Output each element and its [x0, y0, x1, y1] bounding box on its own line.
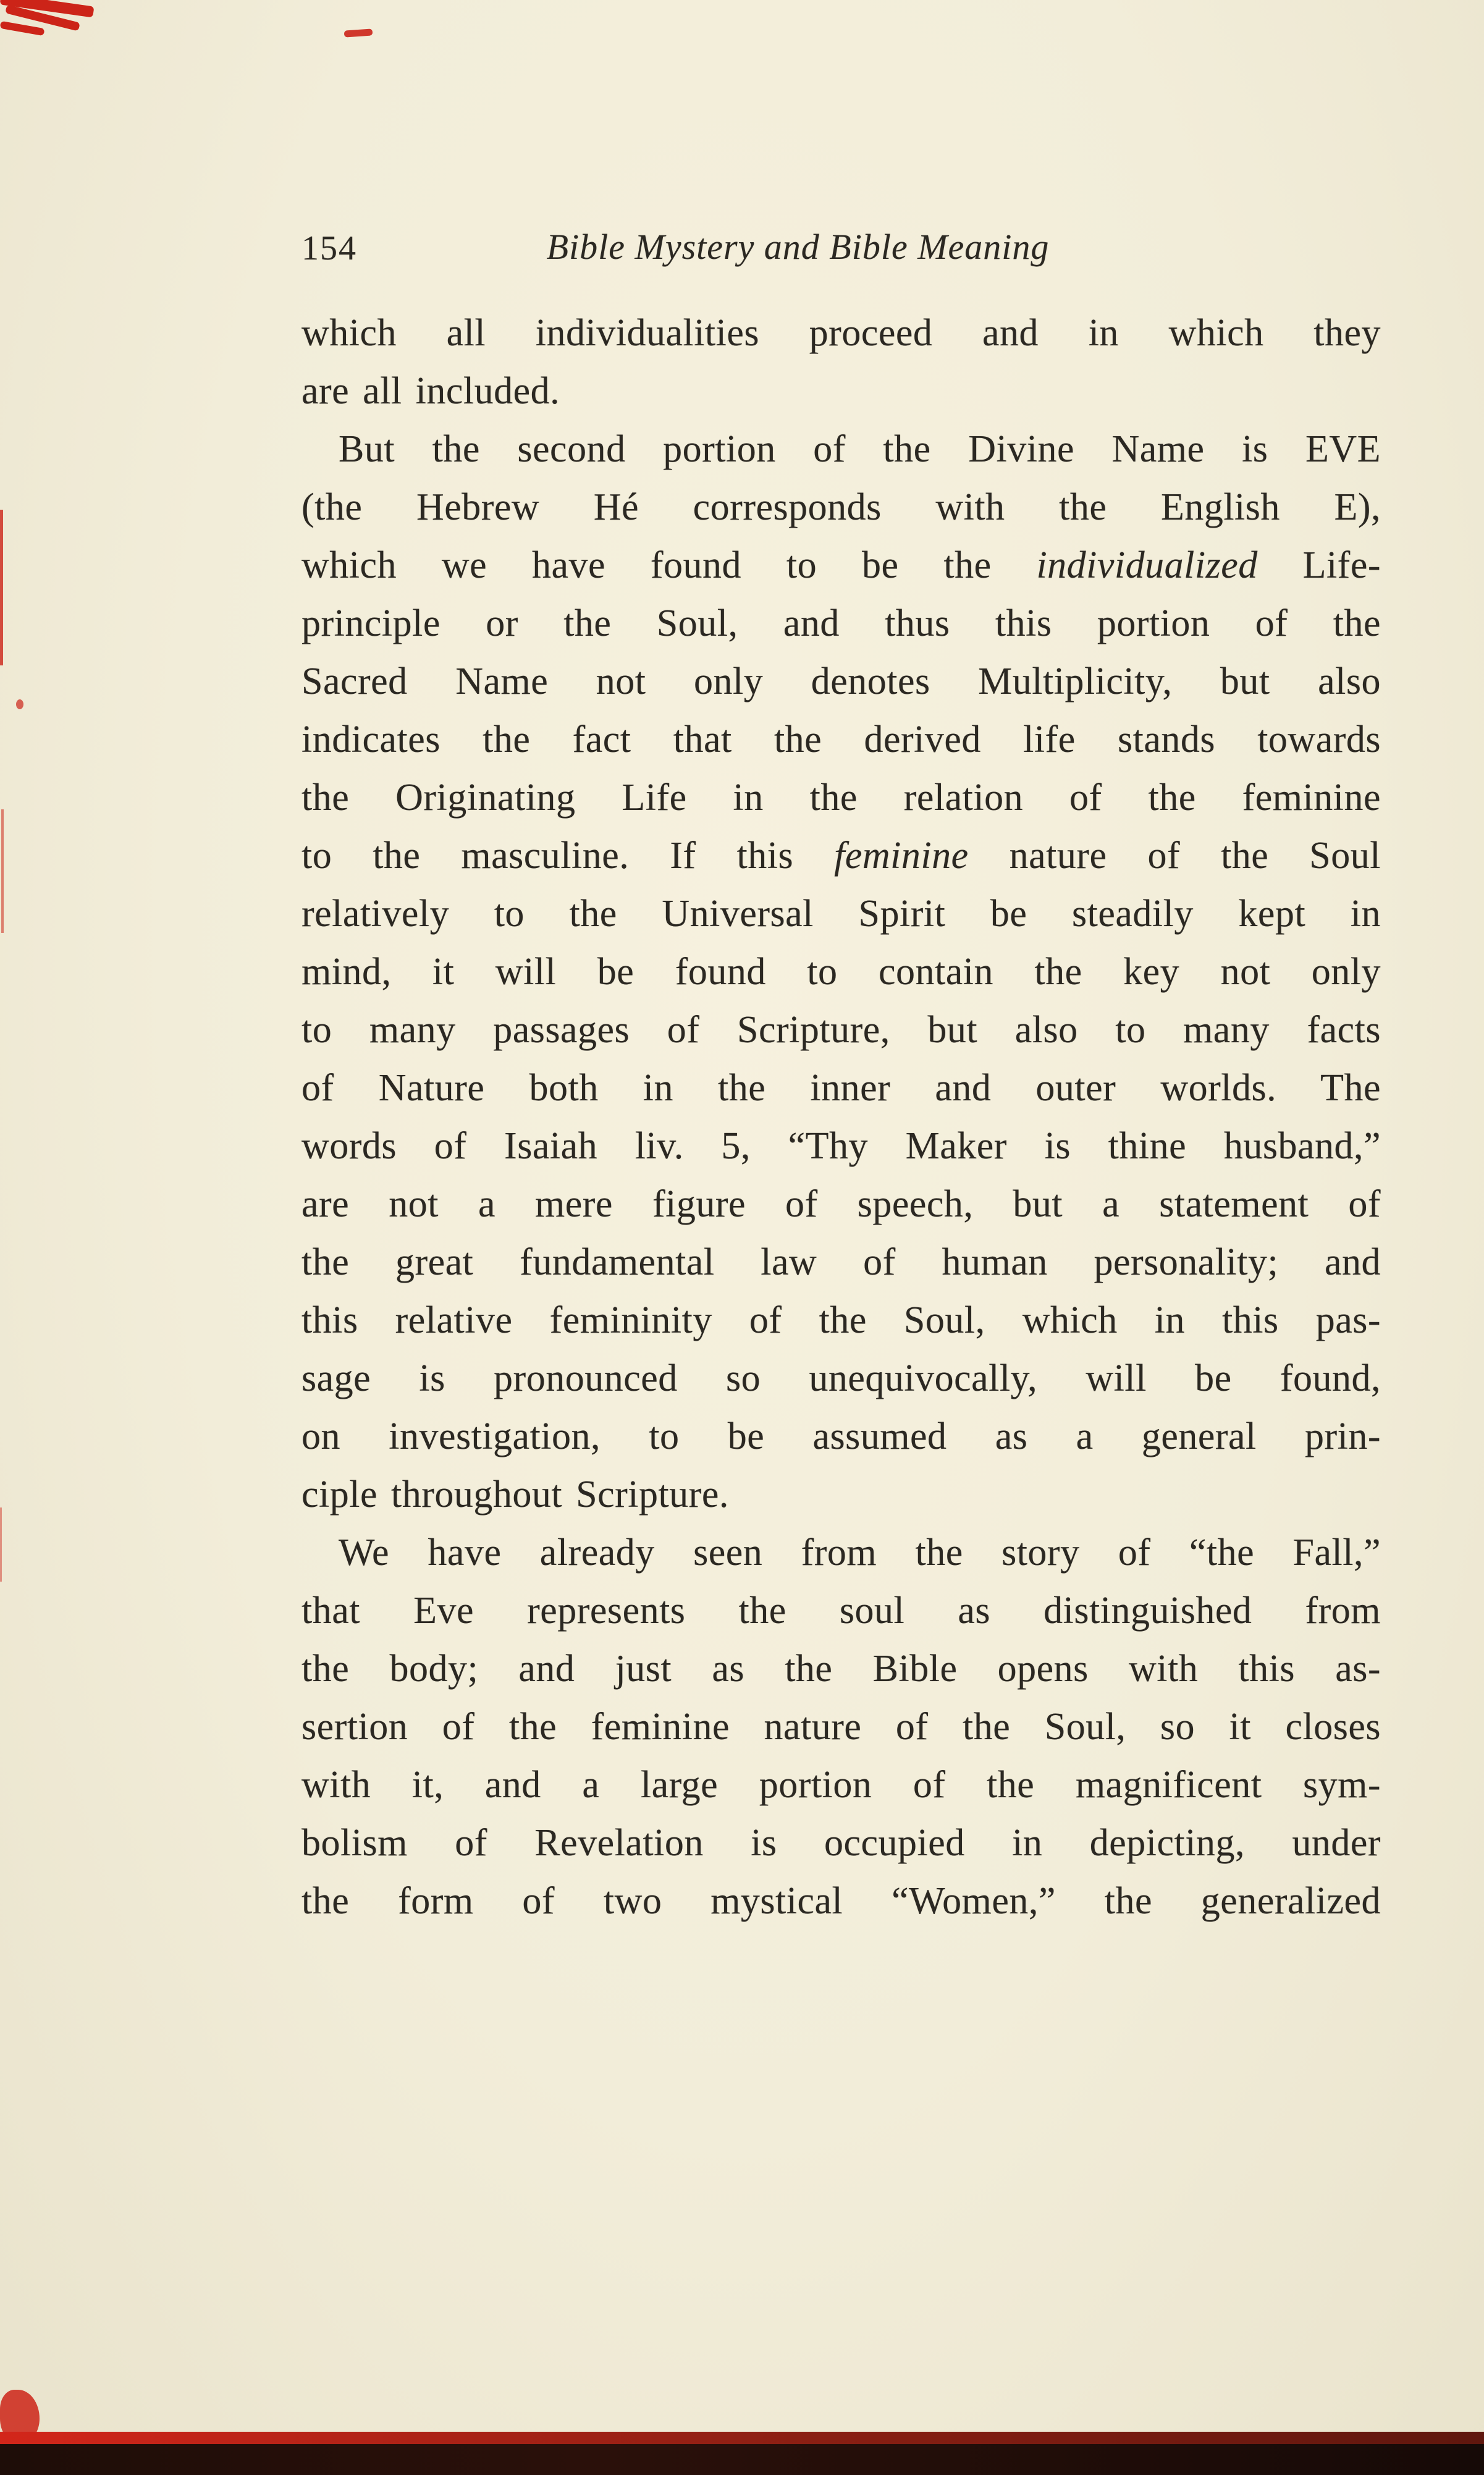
text-segment: (the Hebrew Hé corresponds with the English E), — [301, 486, 1381, 528]
text-line — [301, 710, 1381, 769]
text-line — [301, 594, 1381, 652]
scan-artifact-top-red-dash — [344, 28, 373, 37]
text-segment: are not a mere figure of speech, but a statement of — [301, 1183, 1381, 1225]
text-line — [301, 1465, 1381, 1524]
text-segment: to many passages of Scripture, but also to many facts — [301, 1009, 1381, 1051]
italic-text: feminine — [834, 835, 969, 877]
text-line — [301, 1524, 1381, 1582]
text-line — [301, 536, 1381, 594]
text-segment: which all individualities proceed and in which they — [301, 312, 1381, 354]
scan-artifact-left-edge-line-2 — [1, 809, 4, 933]
text-line — [301, 420, 1381, 478]
text-line — [301, 1001, 1381, 1059]
text-line — [301, 943, 1381, 1001]
text-segment: sertion of the feminine nature of the Soul, so it closes — [301, 1706, 1381, 1748]
text-segment: which we have found to be the — [301, 544, 1037, 586]
text-segment: mind, it will be found to contain the key not only — [301, 951, 1381, 993]
text-segment: We have already seen from the story of “the Fall,” — [339, 1532, 1381, 1574]
text-segment: bolism of Revelation is occupied in depicting, under — [301, 1822, 1381, 1864]
page-body — [301, 304, 1381, 1930]
text-segment: relatively to the Universal Spirit be steadily kept in — [301, 893, 1381, 935]
text-line — [301, 478, 1381, 536]
text-segment: of Nature both in the inner and outer worlds. The — [301, 1067, 1381, 1109]
text-line — [301, 1814, 1381, 1872]
text-line — [301, 1349, 1381, 1407]
text-segment: ciple throughout Scripture. — [301, 1474, 729, 1516]
text-segment: Life- — [1257, 544, 1381, 586]
text-segment: words of Isaiah liv. 5, “Thy Maker is thine husband,” — [301, 1125, 1381, 1167]
text-line — [301, 1872, 1381, 1930]
text-segment: principle or the Soul, and thus this portion of the — [301, 602, 1381, 644]
text-line — [301, 1059, 1381, 1117]
text-line — [301, 652, 1381, 710]
text-segment: the body; and just as the Bible opens with this as- — [301, 1648, 1381, 1690]
scan-artifact-top-left-streak-3 — [0, 21, 44, 36]
text-segment: to the masculine. If this — [301, 835, 835, 877]
text-segment: But the second portion of the Divine Name is EVE — [339, 428, 1381, 470]
text-line — [301, 1698, 1381, 1756]
text-segment: that Eve represents the soul as distinguished from — [301, 1590, 1381, 1632]
text-line — [301, 769, 1381, 827]
text-line — [301, 1233, 1381, 1291]
text-segment: the great fundamental law of human personality; and — [301, 1241, 1381, 1283]
scan-artifact-red-dot — [16, 699, 23, 709]
text-line — [301, 362, 1381, 420]
text-line — [301, 885, 1381, 943]
text-line — [301, 1117, 1381, 1175]
text-line — [301, 827, 1381, 885]
page-number: 154 — [301, 229, 357, 268]
text-segment: the form of two mystical “Women,” the generalized — [301, 1880, 1381, 1922]
text-segment: nature of the Soul — [968, 835, 1381, 877]
text-segment: are all included. — [301, 370, 560, 412]
page-header — [301, 226, 1381, 269]
text-line — [301, 1291, 1381, 1349]
scan-artifact-left-edge-line-3 — [0, 1507, 2, 1582]
text-line — [301, 1640, 1381, 1698]
italic-text: individualized — [1036, 544, 1258, 586]
text-segment: this relative femininity of the Soul, which in this pas- — [301, 1299, 1381, 1341]
text-line — [301, 1582, 1381, 1640]
text-segment: Sacred Name not only denotes Multiplicity, but also — [301, 660, 1381, 702]
text-line — [301, 1756, 1381, 1814]
text-segment: the Originating Life in the relation of the feminine — [301, 777, 1381, 819]
text-segment: indicates the fact that the derived life stands towards — [301, 719, 1381, 761]
text-segment: on investigation, to be assumed as a general prin- — [301, 1415, 1381, 1457]
text-line — [301, 1407, 1381, 1465]
text-line — [301, 1175, 1381, 1233]
text-segment: with it, and a large portion of the magnificent sym- — [301, 1764, 1381, 1806]
scan-artifact-left-edge-line-1 — [0, 510, 3, 665]
running-title: Bible Mystery and Bible Meaning — [546, 227, 1050, 267]
text-line — [301, 304, 1381, 362]
scan-artifact-bottom-dark-band — [0, 2444, 1484, 2475]
text-segment: sage is pronounced so unequivocally, will be found, — [301, 1357, 1381, 1399]
